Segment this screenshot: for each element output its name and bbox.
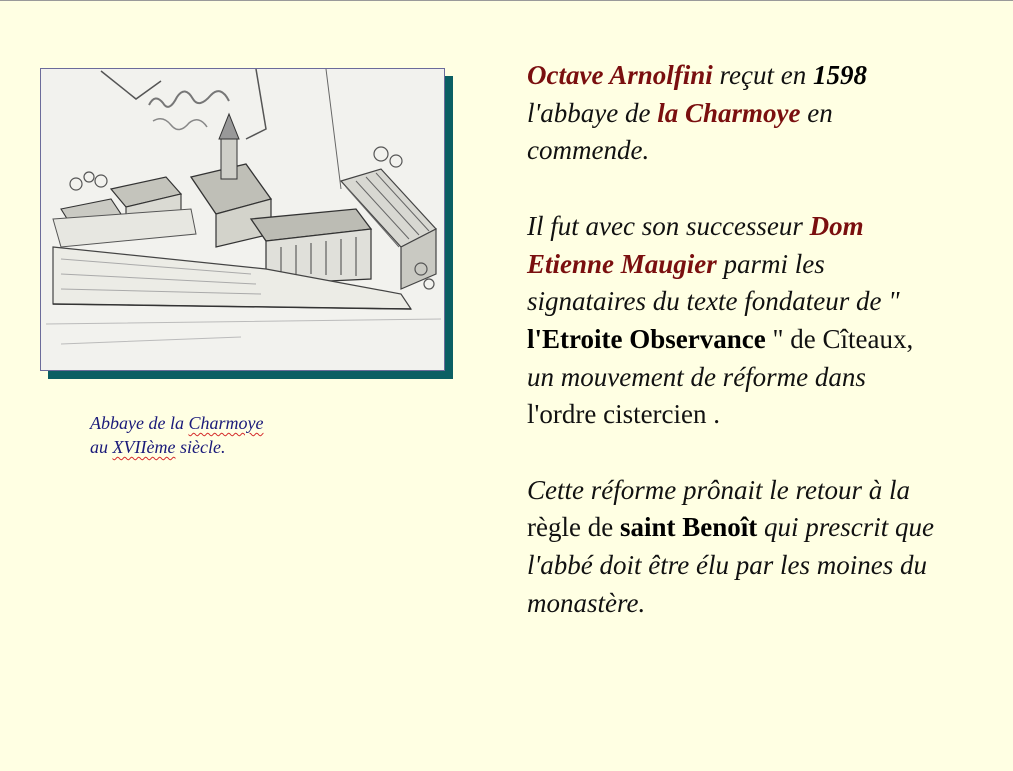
abbey-illustration bbox=[40, 68, 445, 371]
person-dom: Dom bbox=[809, 210, 864, 241]
reform-name: l'Etroite Observance bbox=[527, 323, 766, 354]
saint-benoit: saint Benoît bbox=[619, 512, 758, 543]
p3-text-1: Cette réforme prônait le retour à la bbox=[527, 474, 910, 505]
p1-text-4: commende. bbox=[527, 135, 650, 166]
abbey-sketch bbox=[41, 69, 444, 370]
p2-text-1: Il fut avec son successeur bbox=[527, 210, 810, 241]
p3-text-3: qui prescrit que bbox=[757, 512, 934, 543]
main-text bbox=[527, 57, 1007, 660]
paragraph-3 bbox=[527, 472, 1007, 623]
p2-text-5: un mouvement de réforme dans bbox=[527, 361, 866, 392]
p2-text-4: " de Cîteaux, bbox=[765, 323, 914, 354]
caption-name: Charmoye bbox=[188, 413, 264, 433]
caption-line-2 bbox=[90, 435, 350, 459]
abbey-name: la Charmoye bbox=[657, 97, 801, 128]
paragraph-1 bbox=[527, 57, 1007, 170]
p1-text-2: l'abbaye de bbox=[527, 97, 658, 128]
caption-prefix: Abbaye de la bbox=[90, 413, 189, 433]
caption-suffix: siècle. bbox=[175, 437, 226, 457]
p1-text-3: en bbox=[800, 97, 833, 128]
p2-text-3: signataires du texte fondateur de " bbox=[527, 286, 900, 317]
year-1598: 1598 bbox=[812, 60, 867, 90]
caption-line2-prefix: au bbox=[90, 437, 113, 457]
caption-century: XVIIème bbox=[112, 437, 176, 457]
p3-text-2: règle de bbox=[527, 512, 620, 543]
p2-text-2: parmi les bbox=[716, 248, 825, 279]
top-rule bbox=[0, 0, 1013, 1]
p2-text-6: l'ordre cistercien . bbox=[527, 399, 721, 430]
p3-text-4: l'abbé doit être élu par les moines du bbox=[527, 550, 927, 581]
caption-line-1 bbox=[90, 411, 350, 435]
paragraph-2 bbox=[527, 208, 1007, 434]
image-caption bbox=[90, 411, 350, 459]
person-etienne-maugier: Etienne Maugier bbox=[527, 248, 717, 279]
person-octave-arnolfini: Octave Arnolfini bbox=[527, 60, 713, 90]
image-frame bbox=[40, 68, 445, 371]
p1-text-1: reçut en bbox=[712, 60, 813, 90]
p3-text-5: monastère. bbox=[527, 587, 646, 618]
